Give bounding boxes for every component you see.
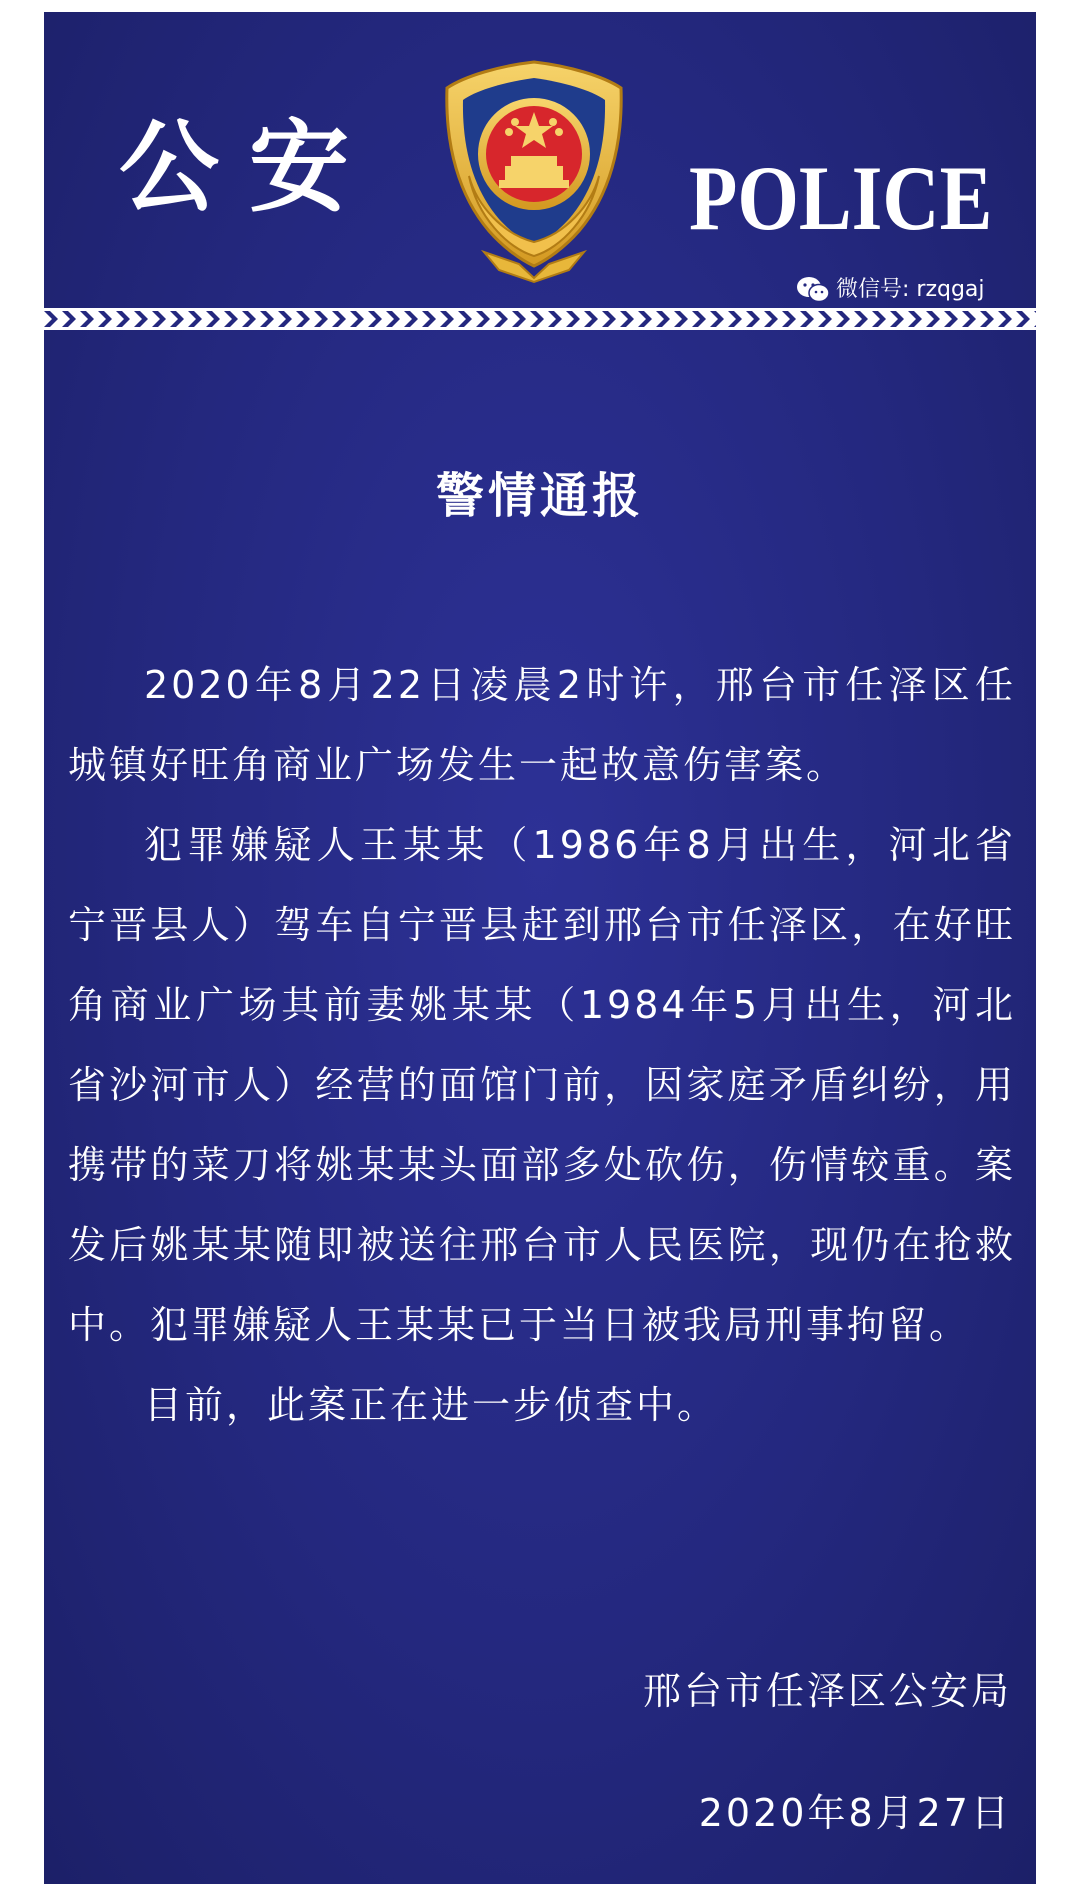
issuer-name: 邢台市任泽区公安局: [642, 1669, 1012, 1713]
header-title-en: POLICE: [689, 147, 993, 249]
wechat-icon: [796, 276, 830, 304]
wechat-account: [796, 276, 985, 304]
wechat-label: 微信号: rzqgaj: [836, 277, 985, 302]
issue-date: 2020年8月27日: [698, 1791, 1012, 1835]
notice-body: [68, 645, 1016, 1445]
header-title-cn: 公安: [119, 108, 379, 226]
police-header: [44, 12, 1036, 322]
notice-title: 警情通报: [435, 468, 644, 524]
paragraph-1: 2020年8月22日凌晨2时许，邢台市任泽区任城镇好旺角商业广场发生一起故意伤害案。: [68, 663, 1016, 787]
paragraph-2: 犯罪嫌疑人王某某（1986年8月出生，河北省宁晋县人）驾车自宁晋县赶到邢台市任泽区，在好旺角商业广场其前妻姚某某（1984年5月出生，河北省沙河市人）经营的面馆门前，因家庭矛盾纠纷，用携带的菜刀将姚某某头面部多处砍伤，伤情较重。案发后姚某某随即被送往邢台市人民医院，现仍在抢救中。犯罪嫌疑人王某某已于当日被我局刑事拘留。: [68, 823, 1016, 1347]
paragraph-3: 目前，此案正在进一步侦查中。: [144, 1383, 719, 1427]
chevron-divider: [44, 308, 1036, 330]
police-emblem-icon: [429, 56, 639, 284]
notice-poster: [44, 12, 1036, 1884]
